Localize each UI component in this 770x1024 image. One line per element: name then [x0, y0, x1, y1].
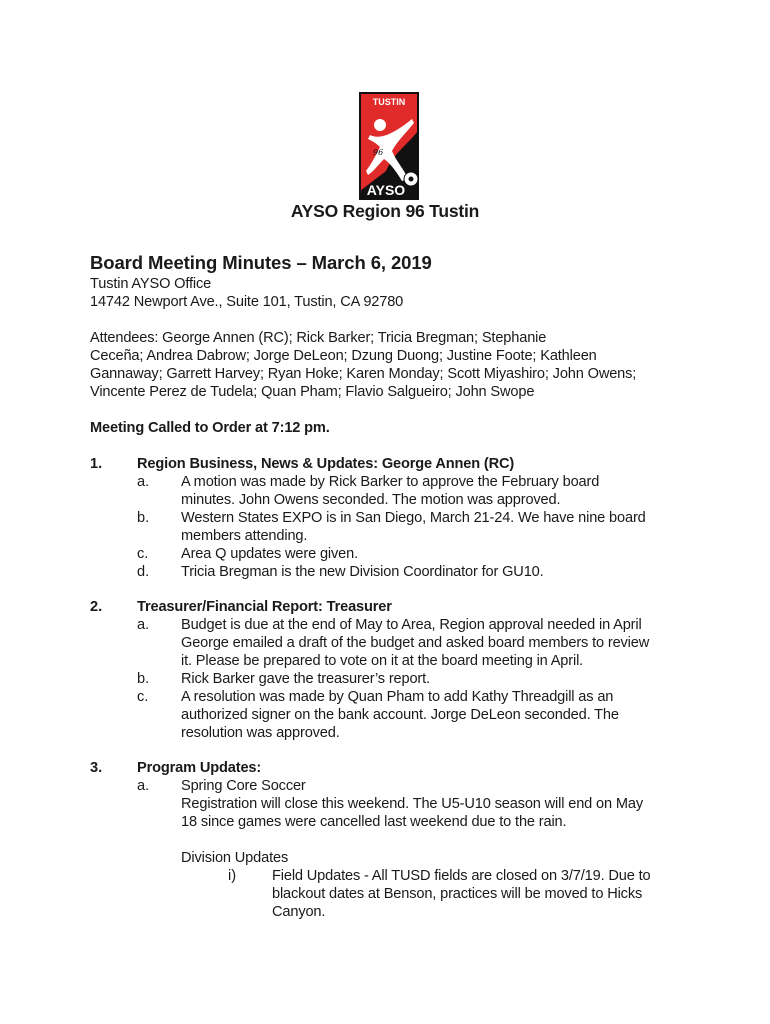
attendees-line: Ceceña; Andrea Dabrow; Jorge DeLeon; Dzung Duong; Justine Foote; Kathleen	[90, 348, 597, 364]
item-line: Spring Core Soccer	[181, 778, 306, 794]
subitem-line: Canyon.	[272, 904, 326, 920]
item-letter: a.	[137, 474, 150, 490]
item-line: minutes. John Owens seconded. The motion was approved.	[181, 492, 561, 508]
item-letter: c.	[137, 546, 149, 562]
item-line: George emailed a draft of the budget and asked board members to review	[181, 635, 650, 651]
item-line: Area Q updates were given.	[181, 546, 359, 562]
item-letter: d.	[137, 564, 150, 580]
item-line: Registration will close this weekend. The U5-U10 season will end on May	[181, 796, 643, 812]
attendees-line: Vincente Perez de Tudela; Quan Pham; Flavio Salgueiro; John Swope	[90, 384, 535, 400]
attendees-line: Gannaway; Garrett Harvey; Ryan Hoke; Karen Monday; Scott Miyashiro; John Owens;	[90, 366, 637, 382]
called-to-order: Meeting Called to Order at 7:12 pm.	[90, 420, 330, 436]
subitem-marker: i)	[228, 868, 237, 884]
item-line: it. Please be prepared to vote on it at the board meeting in April.	[181, 653, 584, 669]
svg-text:AYSO: AYSO	[366, 182, 406, 198]
attendees-line: Attendees: George Annen (RC); Rick Barker; Tricia Bregman; Stephanie	[90, 330, 547, 346]
section-number: 1.	[90, 456, 103, 472]
address: 14742 Newport Ave., Suite 101, Tustin, CA 92780	[90, 294, 404, 310]
item-letter: b.	[137, 671, 150, 687]
subitem-line: blackout dates at Benson, practices will be moved to Hicks	[272, 886, 643, 902]
item-line: A resolution was made by Quan Pham to add Kathy Threadgill as an	[181, 689, 614, 705]
subitem-line: Field Updates - All TUSD fields are closed on 3/7/19. Due to	[272, 868, 651, 884]
item-line: authorized signer on the bank account. Jorge DeLeon seconded. The	[181, 707, 619, 723]
item-line: Budget is due at the end of May to Area, Region approval needed in April	[181, 617, 642, 633]
section-heading: Program Updates:	[137, 760, 262, 776]
section-number: 2.	[90, 599, 103, 615]
section-heading: Region Business, News & Updates: George Annen (RC)	[137, 456, 515, 472]
item-line: Tricia Bregman is the new Division Coordinator for GU10.	[181, 564, 544, 580]
doc-title: Board Meeting Minutes – March 6, 2019	[90, 252, 432, 273]
subsection-heading: Division Updates	[181, 850, 289, 866]
section-number: 3.	[90, 760, 103, 776]
item-line: A motion was made by Rick Barker to approve the February board	[181, 474, 600, 490]
svg-text:96: 96	[373, 148, 384, 157]
item-letter: a.	[137, 617, 150, 633]
item-line: 18 since games were cancelled last weekend due to the rain.	[181, 814, 567, 830]
item-letter: c.	[137, 689, 149, 705]
item-letter: a.	[137, 778, 150, 794]
item-line: Rick Barker gave the treasurer’s report.	[181, 671, 430, 687]
location-name: Tustin AYSO Office	[90, 276, 212, 292]
ayso-tustin-logo	[356, 91, 422, 201]
svg-text:TUSTIN: TUSTIN	[372, 97, 406, 107]
item-letter: b.	[137, 510, 150, 526]
item-line: members attending.	[181, 528, 308, 544]
org-title: AYSO Region 96 Tustin	[290, 201, 480, 221]
item-line: Western States EXPO is in San Diego, March 21-24. We have nine board	[181, 510, 646, 526]
section-heading: Treasurer/Financial Report: Treasurer	[137, 599, 392, 615]
item-line: resolution was approved.	[181, 725, 340, 741]
